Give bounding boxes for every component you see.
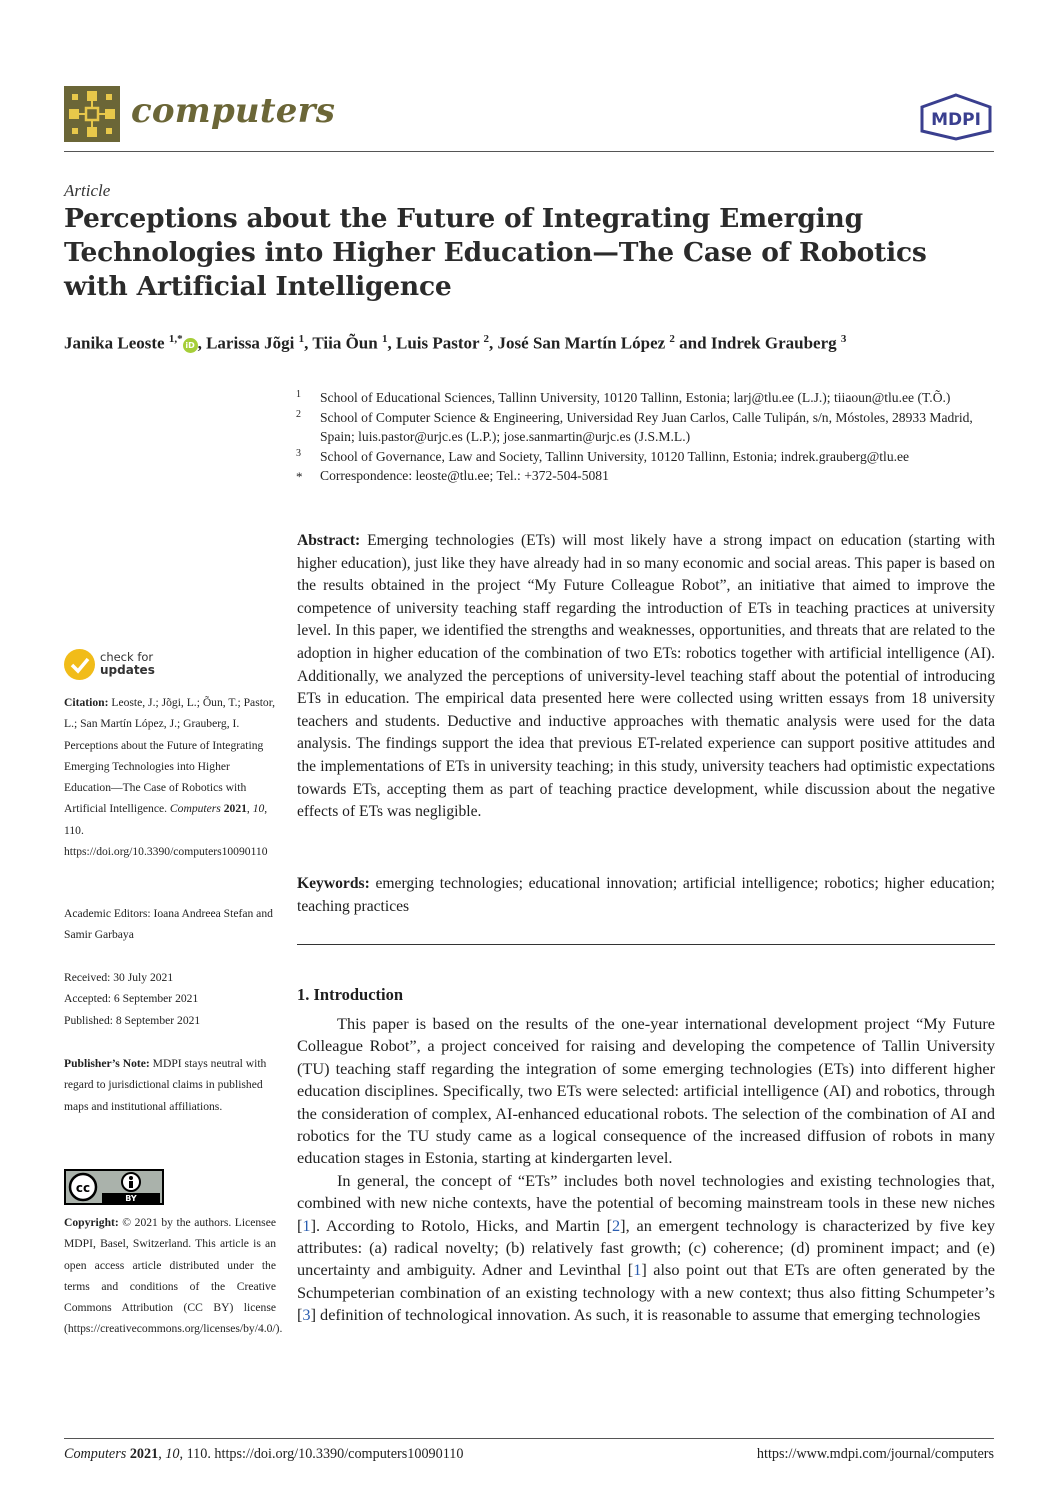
citation-block: Citation: Leoste, J.; Jõgi, L.; Õun, T.; Pastor, L.; San Martín López, J.; Grauberg, I. Perceptions about the Future of Integrating Emerging Technologies into Higher Education—The Case of Robotics with Artificial Intelligence. Computers 2021, 10, 110. https://doi.org/10.3390/computers10090110 — [64, 696, 276, 859]
section-heading: 1. Introduction — [297, 985, 404, 1004]
section-divider — [297, 944, 995, 945]
footer-citation: Computers 2021, 10, 110. https://doi.org/10.3390/computers10090110 — [64, 1446, 464, 1462]
affiliation-item: 3 School of Governance, Law and Society, Tallinn University, 10120 Tallinn, Estonia; indrek.grauberg@tlu.ee — [296, 447, 910, 464]
journal-url-link[interactable]: https://www.mdpi.com/journal/computers — [756, 1446, 994, 1462]
cc-by-license-icon[interactable] — [64, 1169, 164, 1205]
author-sup: 2 — [483, 333, 490, 345]
orcid-icon[interactable]: iD — [183, 338, 198, 353]
copyright-block: Copyright: © 2021 by the authors. Licensee MDPI, Basel, Switzerland. This article is an open access article distributed under the terms and conditions of the Creative Commons Attribution (CC BY) license (https://creativecommons.org/licenses/by/4.0/). — [64, 1216, 283, 1336]
introduction-body — [297, 1013, 995, 1327]
author-name: Larissa Jõgi — [206, 333, 295, 353]
check-for-updates-button[interactable]: check for updates — [64, 647, 164, 683]
accepted-date: Accepted: 6 September 2021 — [64, 992, 199, 1006]
paragraph: This paper is based on the results of the one-year international development project “My Future Colleague Robot”, a project conceived for raising and developing the competence of Tallin University (TU) teaching staff regarding the integration of some emerging technologies (ETs) into different higher education disciplines. Specifically, two ETs were selected: artificial intelligence (AI) and robotics, through the consideration of complex, AI-enhanced educational robots. The selection of the combination of AI and robotics for the TU study came as a logical consequence of the increased diffusion of robots in many education stages in Estonia, starting at kindergarten level. — [297, 1014, 995, 1168]
paragraph: In general, the concept of “ETs” includes both novel technologies and existing technologies that, combined with new niche contexts, have the potential of becoming mainstream tools in these new niches [1]. According to Rotolo, Hicks, and Martin [2], an emergent technology is characterized by five key attributes: (a) radical novelty; (b) relatively fast growth; (c) coherence; (d) prominent impact; and (e) uncertainty and ambiguity. Adner and Levinthal [1] also point out that ETs are often generated by the Schumpeterian combination of an existing technology with a new context; thus also fitting Schumpeter’s [3] definition of technological innovation. As such, it is reasonable to assume that emerging technologies — [297, 1170, 996, 1325]
abstract — [297, 530, 995, 824]
academic-editors: Academic Editors: Ioana Andreea Stefan and Samir Garbaya — [64, 907, 273, 942]
citation-link[interactable]: 1 — [302, 1215, 311, 1235]
author-sup: 3 — [840, 333, 847, 345]
journal-name: computers — [131, 91, 336, 131]
abstract-label: Abstract: — [297, 532, 361, 549]
affiliation-item: 2 School of Computer Science & Engineering, Universidad Rey Juan Carlos, Calle Tulipán, s/n, Móstoles, 28933 Madrid, Spain; luis.pastor@urjc.es (L.P.); jose.sanmartin@urjc.es (J.S.M.L.) — [296, 408, 973, 444]
author-sup: 1,* — [168, 333, 183, 345]
author-name: José San Martín López — [497, 333, 666, 353]
citation-link[interactable]: 2 — [612, 1215, 621, 1235]
affiliation-item: 1 School of Educational Sciences, Tallinn University, 10120 Tallinn, Estonia; larj@tlu.ee (L.J.); tiiaoun@tlu.ee (T.Õ.) — [296, 389, 951, 405]
received-date: Received: 30 July 2021 — [64, 971, 174, 984]
journal-logo-icon — [64, 86, 120, 142]
check-updates-icon — [64, 649, 95, 680]
author-name: Luis Pastor — [395, 333, 480, 353]
article-title: Perceptions about the Future of Integrating Emerging Technologies into Higher Education—The Case of Robotics with Artificial Intelligence — [64, 203, 927, 302]
svg-text:cc: cc — [75, 1181, 91, 1195]
publishers-note: Publisher’s Note: MDPI stays neutral with regard to jurisdictional claims in published maps and institutional affiliations. — [64, 1057, 267, 1113]
keywords — [297, 873, 995, 918]
abstract-text: Emerging technologies (ETs) will most likely have a strong impact on education (starting with higher education), just like they have already had in so many economic and social areas. This paper is based on the results obtained in the project “My Future Colleague Robot”, an initiative that aimed to improve the competence of university teaching staff regarding the introduction of ETs in teaching practices at university level. In this paper, we identified the strengths and weaknesses, opportunities, and threats that are related to the adoption in higher education of the combination of two ETs: robotics together with artificial intelligence (AI). Additionally, we analyzed the perceptions of university-level teaching staff about the potential of introducing ETs in education. The empirical data presented here were collected using written essays from 18 university teachers and students. Deductive and inductive approaches with thematic analysis were used for the data analysis. The findings support the idea that previous ET-related experience can support positive attitudes and the implementations of ETs in university teaching; in this study, university teachers had optimistic expectations towards ETs, accepting them as part of teaching practice development, while discussion about the negative effects of ETs was negligible. — [297, 532, 995, 821]
author-name: Tiia Õun — [312, 333, 378, 353]
author-sup: 1 — [381, 333, 388, 345]
svg-text:BY: BY — [125, 1194, 137, 1203]
affiliations — [296, 388, 996, 486]
footer-divider — [64, 1438, 994, 1439]
author-sup: 2 — [669, 333, 675, 345]
journal-header — [64, 86, 994, 150]
citation-link[interactable]: 1 — [633, 1260, 642, 1280]
author-sup: 1 — [298, 333, 305, 345]
article-type: Article — [64, 181, 111, 200]
citation-link[interactable]: 3 — [302, 1305, 311, 1325]
correspondence-item: * Correspondence: leoste@tlu.ee; Tel.: +372-504-5081 — [296, 468, 609, 484]
publication-dates — [64, 967, 276, 1031]
keywords-label: Keywords: — [297, 875, 370, 892]
keywords-text: emerging technologies; educational innovation; artificial intelligence; robotics; higher education; teaching practices — [297, 875, 995, 915]
svg-text:MDPI: MDPI — [931, 110, 981, 130]
header-divider — [64, 151, 994, 152]
mdpi-logo-icon — [918, 93, 994, 141]
author-name: Janika Leoste — [64, 333, 165, 353]
published-date: Published: 8 September 2021 — [64, 1013, 201, 1027]
author-name: Indrek Grauberg — [710, 333, 837, 353]
author-list: Janika Leoste $^{1,*}$iD , Larissa Jõgi $^1$, Tiia Õun $^1$, Luis Pastor $^2$, José San Martín López $^2$ and Indrek Grauberg $^3$ — [64, 333, 847, 353]
